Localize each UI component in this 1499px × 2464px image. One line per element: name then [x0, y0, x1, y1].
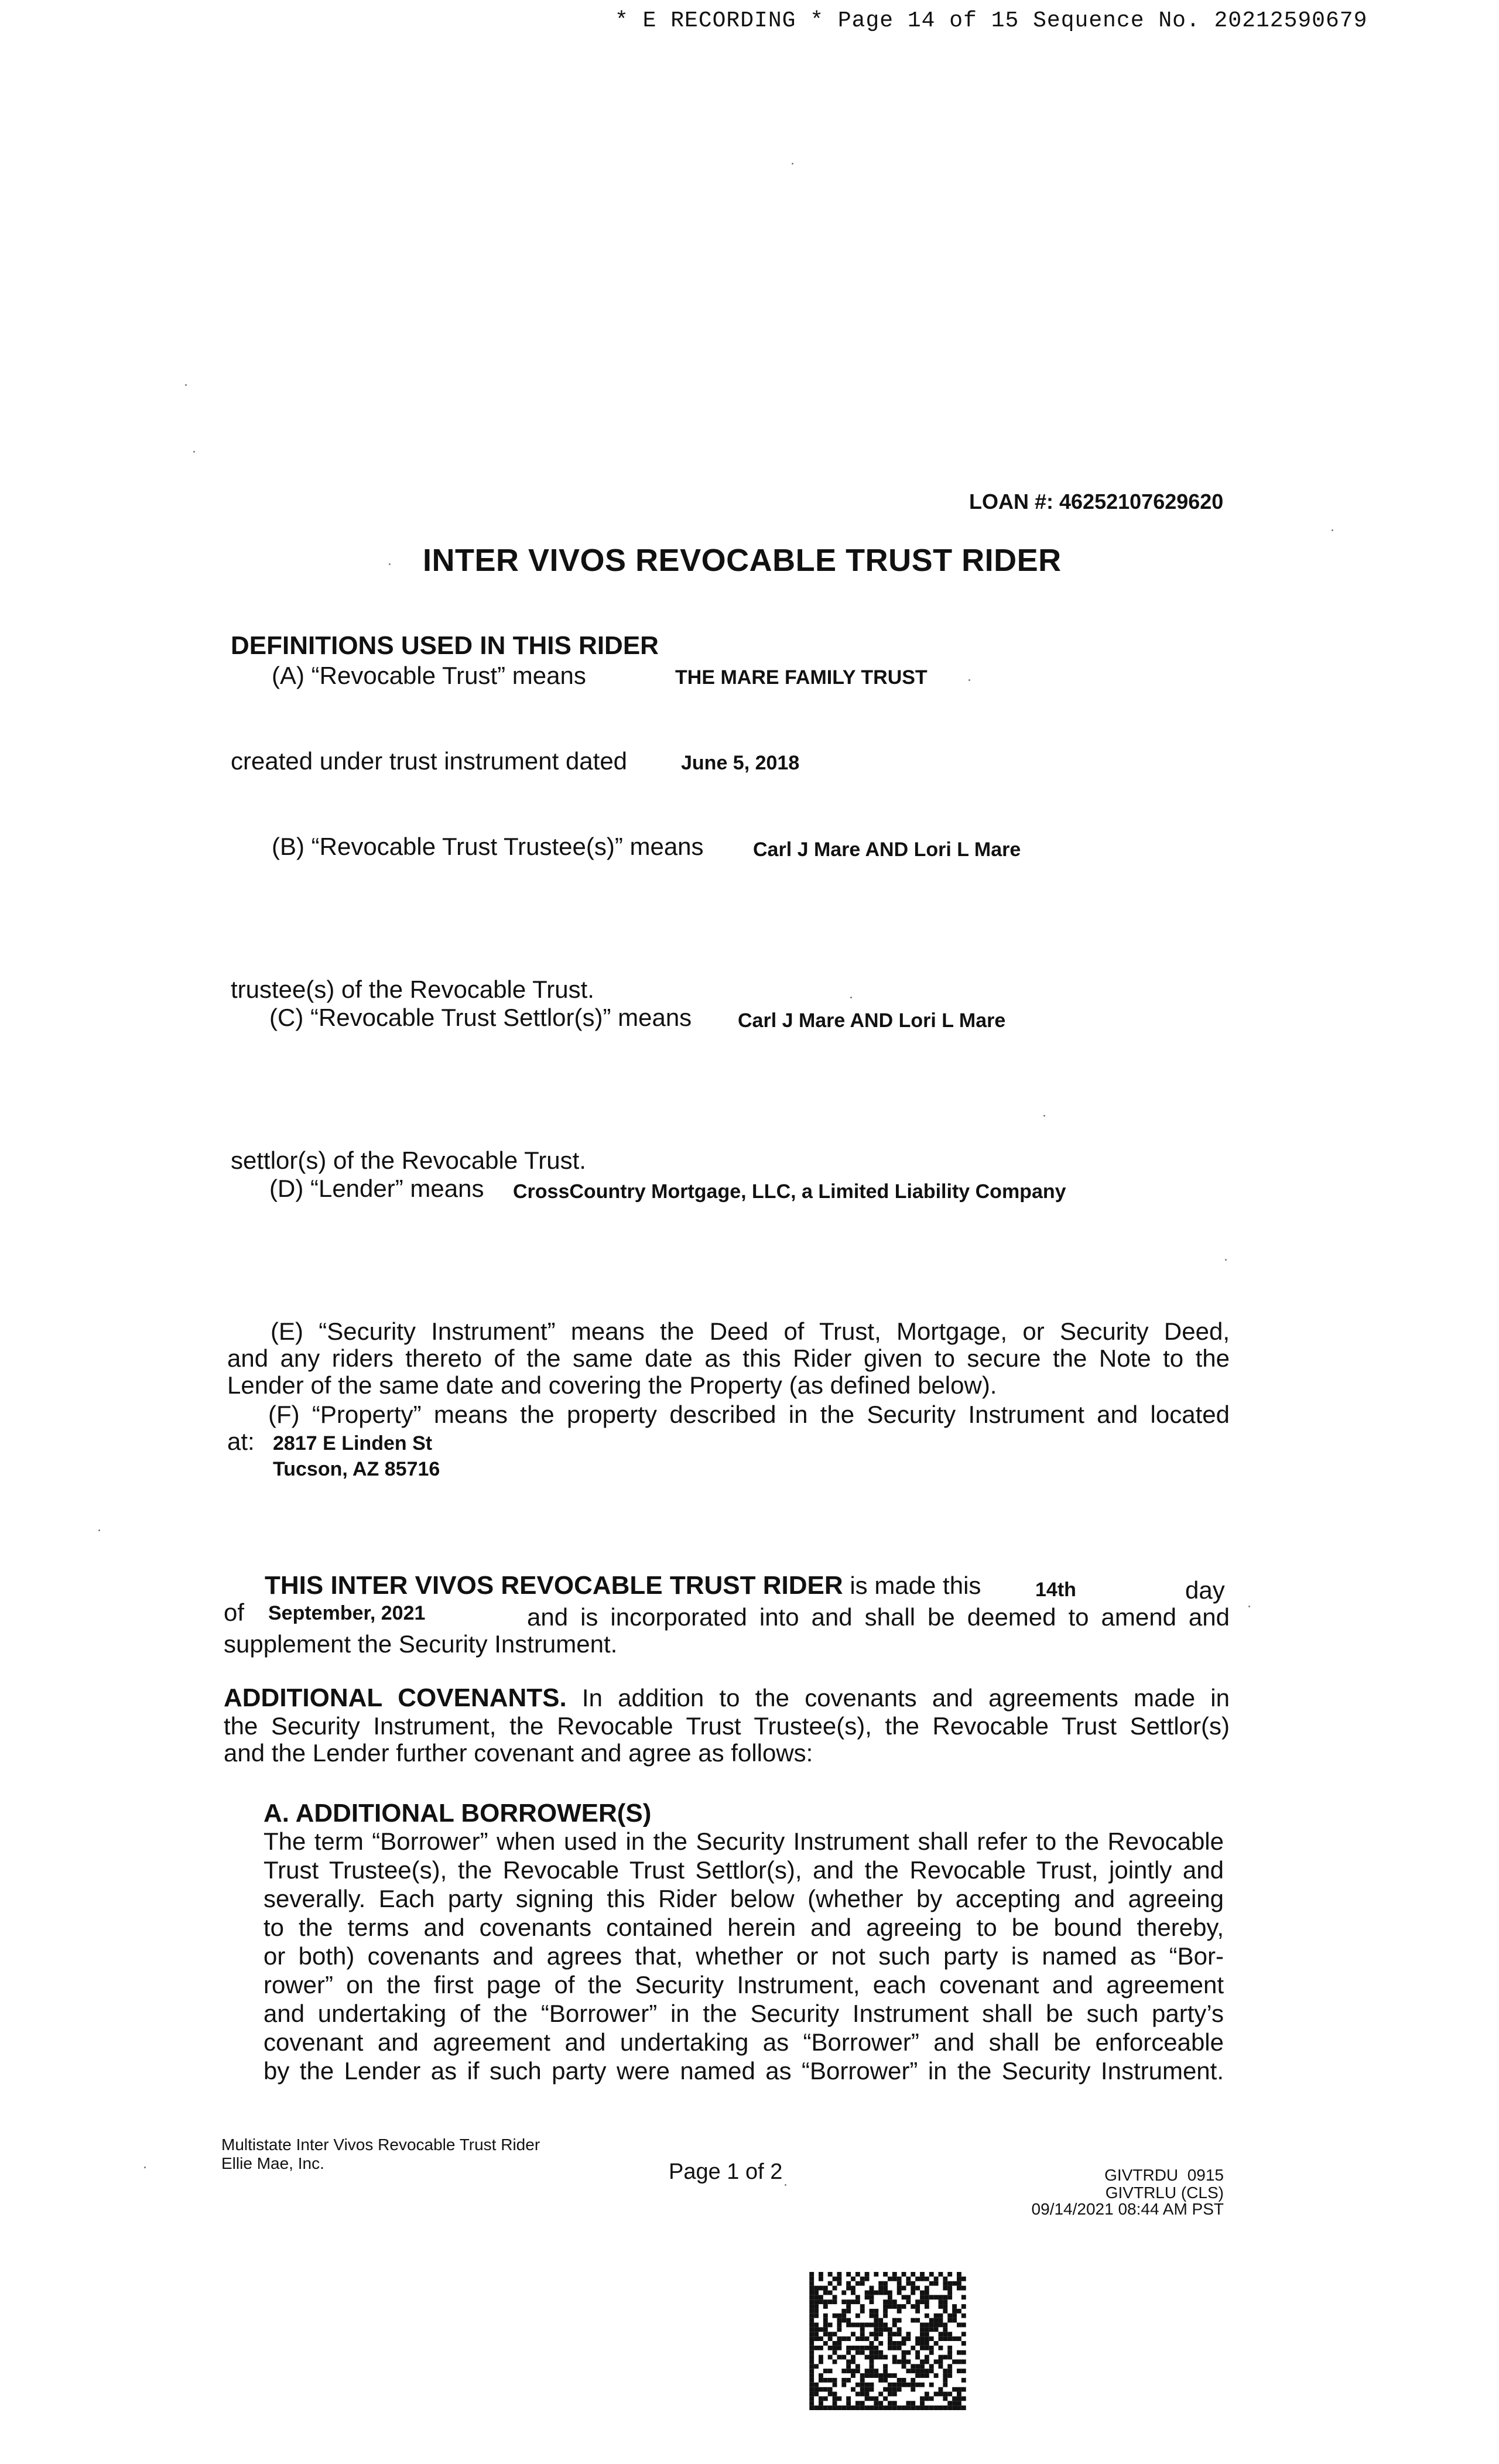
made-this-day-value: 14th — [1035, 1579, 1076, 1601]
def-b-label: (B) “Revocable Trust Trustee(s)” means — [272, 833, 704, 860]
def-b-continuation: trustee(s) of the Revocable Trust. — [231, 976, 594, 1003]
made-this-lead: THIS INTER VIVOS REVOCABLE TRUST RIDER — [265, 1571, 843, 1600]
footer-publisher: Ellie Mae, Inc. — [221, 2154, 324, 2172]
footer-timestamp: 09/14/2021 08:44 AM PST — [1031, 2200, 1224, 2218]
def-f-address-line1: 2817 E Linden St — [273, 1432, 433, 1455]
loan-number: 46252107629620 — [1059, 490, 1224, 514]
made-this-line3: supplement the Security Instrument. — [224, 1630, 618, 1658]
def-f-address-line2: Tucson, AZ 85716 — [273, 1458, 440, 1480]
section-a-line: covenant and agreement and undertaking as “Borrower” and shall be enforceable — [263, 2028, 1224, 2056]
def-d-value: CrossCountry Mortgage, LLC, a Limited Liability Company — [513, 1180, 1066, 1203]
def-c-label: (C) “Revocable Trust Settlor(s)” means — [269, 1004, 692, 1031]
footer-page-number: Page 1 of 2 — [669, 2160, 783, 2184]
scan-speck — [98, 1529, 100, 1531]
2d-barcode-icon — [808, 2272, 967, 2410]
def-a-continuation: created under trust instrument dated — [231, 747, 628, 775]
document-title: INTER VIVOS REVOCABLE TRUST RIDER — [423, 543, 1062, 578]
def-e-line2: and any riders thereto of the same date as this Rider given to secure the Note to the — [227, 1344, 1230, 1372]
def-d-label: (D) “Lender” means — [269, 1175, 484, 1202]
scan-speck — [850, 997, 852, 998]
def-f-line1: (F) “Property” means the property described in the Security Instrument and located — [268, 1401, 1230, 1428]
section-a-body — [263, 1827, 1224, 2085]
def-a-value: THE MARE FAMILY TRUST — [675, 666, 928, 689]
section-a-line: and undertaking of the “Borrower” in the Security Instrument shall be such party’s — [263, 2000, 1224, 2027]
definitions-heading: DEFINITIONS USED IN THIS RIDER — [231, 631, 659, 660]
section-a-heading: A. ADDITIONAL BORROWER(S) — [263, 1799, 652, 1828]
scan-speck — [193, 451, 195, 453]
footer-code1: GIVTRDU 0915 — [1104, 2166, 1224, 2184]
def-a-label: (A) “Revocable Trust” means — [272, 662, 586, 689]
scan-speck — [968, 679, 970, 681]
section-a-line: by the Lender as if such party were named as “Borrower” in the Security Instrument. — [263, 2057, 1224, 2085]
footer-form-name: Multistate Inter Vivos Revocable Trust Rider — [221, 2136, 540, 2154]
def-e-line1: (E) “Security Instrument” means the Deed of Trust, Mortgage, or Security Deed, — [271, 1317, 1230, 1345]
made-this-text1: is made this — [850, 1572, 981, 1599]
def-c-value: Carl J Mare AND Lori L Mare — [738, 1009, 1006, 1032]
made-this-of: of — [224, 1599, 245, 1626]
scan-speck — [1043, 1115, 1045, 1117]
section-a-line: Trust Trustee(s), the Revocable Trust Settlor(s), and the Revocable Trust, jointly and — [263, 1856, 1224, 1884]
section-a-line: rower” on the first page of the Security Instrument, each covenant and agreement — [263, 1971, 1224, 1998]
recording-header: * E RECORDING * Page 14 of 15 Sequence No. 20212590679 — [615, 8, 1368, 33]
scan-speck — [785, 2184, 786, 2186]
def-f-at: at: — [227, 1428, 255, 1455]
footer-code2: GIVTRLU (CLS) — [1105, 2184, 1224, 2202]
made-this-month-year: September, 2021 — [268, 1602, 426, 1624]
scan-speck — [389, 563, 391, 565]
made-this-day-word: day — [1185, 1576, 1225, 1604]
scan-speck — [185, 384, 187, 386]
section-a-line: severally. Each party signing this Rider below (whether by accepting and agreeing — [263, 1885, 1224, 1912]
section-a-line: The term “Borrower” when used in the Security Instrument shall refer to the Revocable — [263, 1828, 1224, 1855]
scan-speck — [1332, 529, 1333, 531]
additional-covenants-text1: In addition to the covenants and agreements made in — [581, 1684, 1230, 1712]
loan-label: LOAN #: — [969, 490, 1053, 514]
def-c-continuation: settlor(s) of the Revocable Trust. — [231, 1147, 586, 1174]
made-this-line1 — [265, 1572, 981, 1600]
scan-speck — [792, 163, 793, 165]
section-a-line: or both) covenants and agrees that, whether or not such party is named as “Bor- — [263, 1942, 1224, 1970]
scan-speck — [1248, 1606, 1250, 1607]
made-this-text2: and is incorporated into and shall be deemed to amend and — [527, 1603, 1230, 1631]
additional-covenants-line2: the Security Instrument, the Revocable Trust Trustee(s), the Revocable Trust Settlor(s) — [224, 1712, 1230, 1740]
def-a-date: June 5, 2018 — [681, 752, 800, 774]
additional-covenants-line1 — [224, 1684, 1230, 1712]
additional-covenants-heading: ADDITIONAL COVENANTS. — [224, 1683, 567, 1712]
scan-speck — [1225, 1259, 1227, 1261]
scan-speck — [144, 2167, 146, 2168]
def-b-value: Carl J Mare AND Lori L Mare — [753, 839, 1021, 861]
section-a-line: to the terms and covenants contained herein and agreeing to be bound thereby, — [263, 1914, 1224, 1941]
loan-number-line — [969, 490, 1223, 514]
def-e-line3: Lender of the same date and covering the Property (as defined below). — [227, 1371, 997, 1399]
additional-covenants-line3: and the Lender further covenant and agree as follows: — [224, 1739, 813, 1767]
